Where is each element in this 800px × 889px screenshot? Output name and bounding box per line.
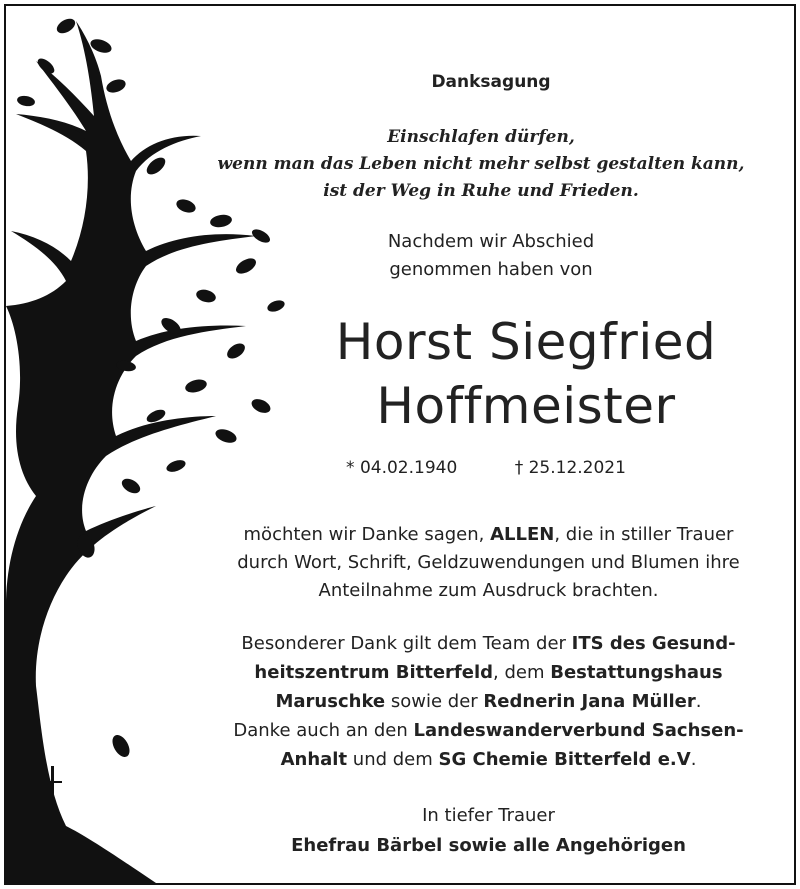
life-dates [306,458,666,478]
emphasis: Ehefrau Bärbel sowie alle Angehörigen [291,835,686,856]
text: . [690,749,697,770]
special-line [196,629,781,658]
quote-line: Einschlafen dürfen, [387,127,575,147]
emphasis: Bestattungshaus [550,662,723,683]
special-line [196,687,781,716]
obituary-card [4,4,796,885]
closing [256,801,721,861]
name-line: Hoffmeister [376,377,676,435]
heading: Danksagung [431,72,551,92]
intro-text [326,228,656,284]
emphasis: heitszentrum Bitterfeld [254,662,494,683]
text: , dem [493,662,551,683]
intro-line: Nachdem wir Abschied [387,231,595,252]
thanks-paragraph [196,521,781,605]
text: und dem [347,749,439,770]
special-thanks-paragraph [196,629,781,774]
special-line [196,716,781,745]
emphasis: Landeswanderverbund Sachsen- [413,720,744,741]
deceased-name [276,310,776,438]
emphasis: Maruschke [275,691,386,712]
special-line [196,658,781,687]
text: . [695,691,702,712]
quote-line: wenn man das Leben nicht mehr selbst gestalten kann, [217,154,745,174]
quote-line: ist der Weg in Ruhe und Frieden. [323,181,639,201]
text: Danke auch an den [233,720,414,741]
text: , die in stiller Trauer [554,524,734,545]
thanks-line [196,521,781,549]
text: Besonderer Dank gilt dem Team der [241,633,572,654]
emphasis: ALLEN [490,524,555,545]
name-line: Horst Siegfried [335,313,717,371]
quote [166,124,796,205]
closing-line: In tiefer Trauer [422,805,555,826]
special-line [196,745,781,774]
death-date: † 25.12.2021 [514,458,626,478]
emphasis: Rednerin Jana Müller [483,691,696,712]
intro-line: genommen haben von [389,259,593,280]
thanks-line: Anteilnahme zum Ausdruck brachten. [318,580,659,601]
birth-date: * 04.02.1940 [346,458,458,478]
thanks-line: durch Wort, Schrift, Geldzuwendungen und Blumen ihre [237,552,740,573]
emphasis: Anhalt [280,749,348,770]
emphasis: SG Chemie Bitterfeld e.V [438,749,691,770]
text: sowie der [385,691,484,712]
signature-line [256,831,721,861]
text: möchten wir Danke sagen, [243,524,491,545]
emphasis: ITS des Gesund- [571,633,736,654]
